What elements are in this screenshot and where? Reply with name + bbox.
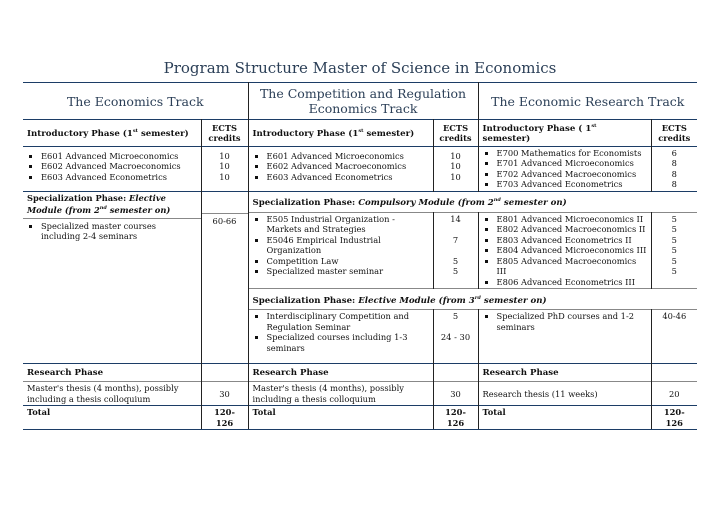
spec-label-t2: Specialization Phase: Compulsory Module (from 2nd semester on) [248,191,697,212]
program-table [23,82,697,430]
spec-label-t1: Specialization Phase: Elective Module (from 2nd semester on) [23,192,201,219]
list-item: ▪ E603 Advanced Econometrics [267,172,429,183]
list-item: ▪ E601 Advanced Microeconomics [41,151,197,162]
research-label-row [23,364,697,382]
ects-value: 5 [671,255,677,266]
spec-list-t1 [23,221,201,242]
list-item: ▪ Specialized courses including 1-3 seminars [267,332,429,353]
research-item-t1: Master's thesis (4 months), possibly including a thesis colloquium [23,382,201,406]
track-research: The Economic Research Track [478,83,697,120]
list-item: ▪ Specialized PhD courses and 1-2 seminars [497,311,647,332]
research-label-t1: Research Phase [23,364,201,382]
ects-value: 5 [671,224,677,235]
list-item: ▪ Specialized master seminar [267,266,429,277]
ects-value: 10 [450,161,461,172]
track-header-row [23,83,697,120]
list-item: ▪ E701 Advanced Microeconomics [497,158,647,169]
ects-value: 5 [671,245,677,256]
total-value-t1: 120-126 [201,406,248,430]
intro-courses-row [23,146,697,191]
list-item: ▪ E806 Advanced Econometrics III [497,277,647,288]
ects-value: 20 [651,382,697,406]
list-item: ▪ E505 Industrial Organization - Markets and Strategies [267,214,429,235]
ects-value: 30 [201,382,248,406]
ects-value: 5 [452,266,459,277]
ects-value: 10 [450,150,461,161]
total-label-t2: Total [248,406,433,430]
elective-list-t3 [483,311,647,332]
list-item: ▪ E602 Advanced Macroeconomics [41,161,197,172]
track-competition: The Competition and Regulation Economics Track [248,83,478,120]
list-item: ▪ Interdisciplinary Competition and Regulation Seminar [267,311,429,332]
intro-label-t1: Introductory Phase (1st semester) [23,120,201,147]
list-item: ▪ Competition Law [267,256,429,267]
ects-value: 24 - 30 [440,332,471,343]
spec-row [23,191,697,212]
list-item: ▪ E805 Advanced Macroeconomics III [497,256,647,277]
total-label-t3: Total [478,406,651,430]
ects-label-t2: ECTS credits [433,120,478,147]
ects-value: 5 [671,266,677,277]
page-title: Program Structure Master of Science in Economics [163,59,557,77]
ects-value: 14 [450,213,461,224]
ects-value: 6 [671,147,677,158]
ects-value: 10 [219,161,230,172]
research-label-t2: Research Phase [248,364,433,382]
research-item-t3: Research thesis (11 weeks) [478,382,651,406]
track-economics: The Economics Track [23,83,248,120]
ects-label-t3: ECTS credits [651,120,697,147]
list-item: ▪ E602 Advanced Macroeconomics [267,161,429,172]
total-value-t2: 120-126 [433,406,478,430]
research-item-t2: Master's thesis (4 months), possibly including a thesis colloquium [248,382,433,406]
list-item: ▪ E804 Advanced Microeconomics III [497,245,647,256]
ects-value: 8 [671,179,677,190]
ects-value: 10 [219,171,230,182]
ects-value: 8 [671,168,677,179]
intro-list-t2 [253,151,429,183]
intro-header-row [23,120,697,147]
list-item: ▪ E5046 Empirical Industrial Organization [267,235,429,256]
list-item: ▪ E802 Advanced Macroeconomics II [497,224,647,235]
list-item: ▪ E803 Advanced Econometrics II [497,235,647,246]
ects-label-t1: ECTS credits [201,120,248,147]
list-item: ▪ Specialized master courses including 2-4 seminars [41,221,197,242]
spec-list-t2 [253,214,429,277]
ects-value: 8 [671,158,677,169]
research-row [23,382,697,406]
ects-value: 5 [452,255,459,266]
elective-label: Specialization Phase: Elective Module (from 3rd semester on) [248,289,697,310]
list-item: ▪ E603 Advanced Econometrics [41,172,197,183]
intro-list-t3 [483,148,647,190]
spec-list-t3 [483,214,647,288]
ects-value: 10 [450,171,461,182]
list-item: ▪ E601 Advanced Microeconomics [267,151,429,162]
intro-label-t3: Introductory Phase ( 1st semester) [478,120,651,147]
intro-label-t2: Introductory Phase (1st semester) [248,120,433,147]
ects-value: 5 [452,311,459,322]
ects-value: 7 [452,234,459,245]
ects-value: 5 [671,234,677,245]
ects-value: 30 [433,382,478,406]
ects-value: 60-66 [212,215,237,226]
elective-list-t2 [253,311,429,353]
ects-value: 5 [671,213,677,224]
list-item: ▪ E700 Mathematics for Economists [497,148,647,159]
ects-value: 40-46 [662,311,687,322]
list-item: ▪ E702 Advanced Macroeconomics [497,169,647,180]
total-label-t1: Total [23,406,201,430]
ects-value: 10 [219,150,230,161]
list-item: ▪ E801 Advanced Microeconomics II [497,214,647,225]
research-label-t3: Research Phase [478,364,651,382]
total-value-t3: 120-126 [651,406,697,430]
total-row [23,406,697,430]
list-item: ▪ E703 Advanced Econometrics [497,179,647,190]
intro-list-t1 [27,151,197,183]
